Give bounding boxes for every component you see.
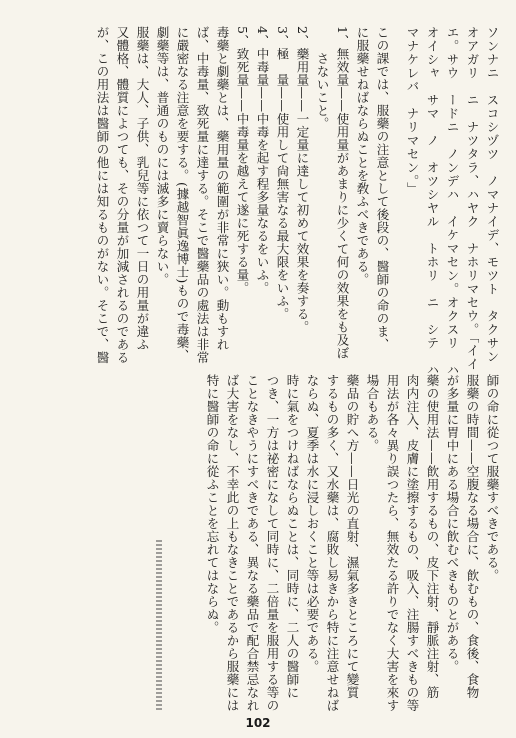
list-item-text: 2、藥用量——一定量に達して初めて效果を奏する。 [295, 26, 310, 334]
text-column: が、この用法は醫師の他には知るものがない。そこで、醫 [95, 26, 110, 364]
text-column: するもの多く、又水藥は、腐敗し易きから特に注意せねば [325, 374, 340, 712]
text-column: 場合もある。 [365, 374, 380, 452]
upper-text-block [92, 26, 502, 377]
lower-text-block [202, 374, 502, 712]
text-column: 師の命に從つて服藥すべきである。 [485, 374, 500, 582]
spacer [392, 26, 402, 344]
text-column: ば、中毒量、致死量に達する。そこで醫藥品の處法は非常 [195, 26, 210, 364]
text-column: ば大害をなし、不幸此の上もなきことであるから服藥には [225, 374, 240, 712]
text-column: 時に氣をつけねばならぬことは、同時に、二人の醫師に [285, 374, 300, 699]
text-column: 用法が各々異り誤つたら、無效たる許りでなく大害を來す [385, 374, 400, 712]
text-column: オイシャ サマ ノ オツシヤル トホリ ニ シテ ハ [425, 26, 440, 377]
text-column: 特に醫師の命に從ふことを忘れてはならぬ。 [205, 374, 220, 634]
text-column: 又體格、體質によつても、その分量が加減されるのである [115, 26, 130, 364]
text-column: に嚴密なる注意を要する。(據越智眞逸博士)もので毒藥、 [175, 26, 190, 362]
list-item-text: さないこと。 [315, 26, 330, 130]
page-number: 102 [245, 716, 271, 730]
text-column: ソンナニ スコシヅツ ノマナイデ、モツト タクサン [485, 26, 500, 364]
list-item-text: 1、無效量——使用量があまりに少くて何の效果をも及ぼ [335, 26, 350, 360]
text-column: ことなきやうにすべきである、異なる藥品で配合禁忌なれ [245, 374, 260, 712]
text-column: つき、一方は祕密になして同時に、二倍量を服用する等の [265, 374, 280, 712]
text-column: 毒藥と劇藥とは、藥用量の範圍が非常に狹い。動もすれ [215, 26, 230, 351]
text-column: この課では、服藥の注意として後段の、醫師の命のま、 [375, 26, 390, 351]
text-column: 肉内注入、皮膚に塗擦するもの、吸入、注腸すべきもの等 [405, 374, 420, 712]
text-column: マナケレバ ナリマセン。」 [405, 26, 420, 196]
text-column: オアガリ ニ ナツタラ、ハヤク ナホリマセウ。「イイ [465, 26, 480, 371]
text-column: 服藥は、大人、子供、乳兒等に依つて一日の用量が違ふ [135, 26, 150, 351]
list-item-text: 5、致死量——中毒量を越えて遂に死する量。 [235, 26, 250, 295]
text-column: ならぬ、夏季は水に浸しおくこと等は必要である。 [305, 374, 320, 673]
text-column: 藥品の貯へ方——日光の直射、濕氣多きところにて變質 [345, 374, 360, 699]
list-item-text: 3、極 量——使用して尙無害なる最大限をいふ。 [275, 26, 290, 321]
text-column: 服藥の時間——空腹なる場合に、飮むもの、食後、食物 [465, 374, 480, 699]
section-divider [156, 540, 162, 710]
text-column: が多量に胃中にある場合に飮むべきものとがある。 [445, 374, 460, 673]
list-item-text: 4、中毒量——中毒を起す程多量なるをいふ。 [255, 26, 270, 295]
text-column: に服藥せねばならぬことを敎ふべきである。 [355, 26, 370, 286]
text-column: 藥の使用法——飮用するもの、皮下注射、靜脈注射、筋 [425, 374, 440, 699]
text-column: エ。サウ ードニ ノンデハ イケマセン。オクスリ ハ [445, 26, 460, 377]
text-column: 劇藥等は、普通のものには滅多に賣らない。 [155, 26, 170, 286]
